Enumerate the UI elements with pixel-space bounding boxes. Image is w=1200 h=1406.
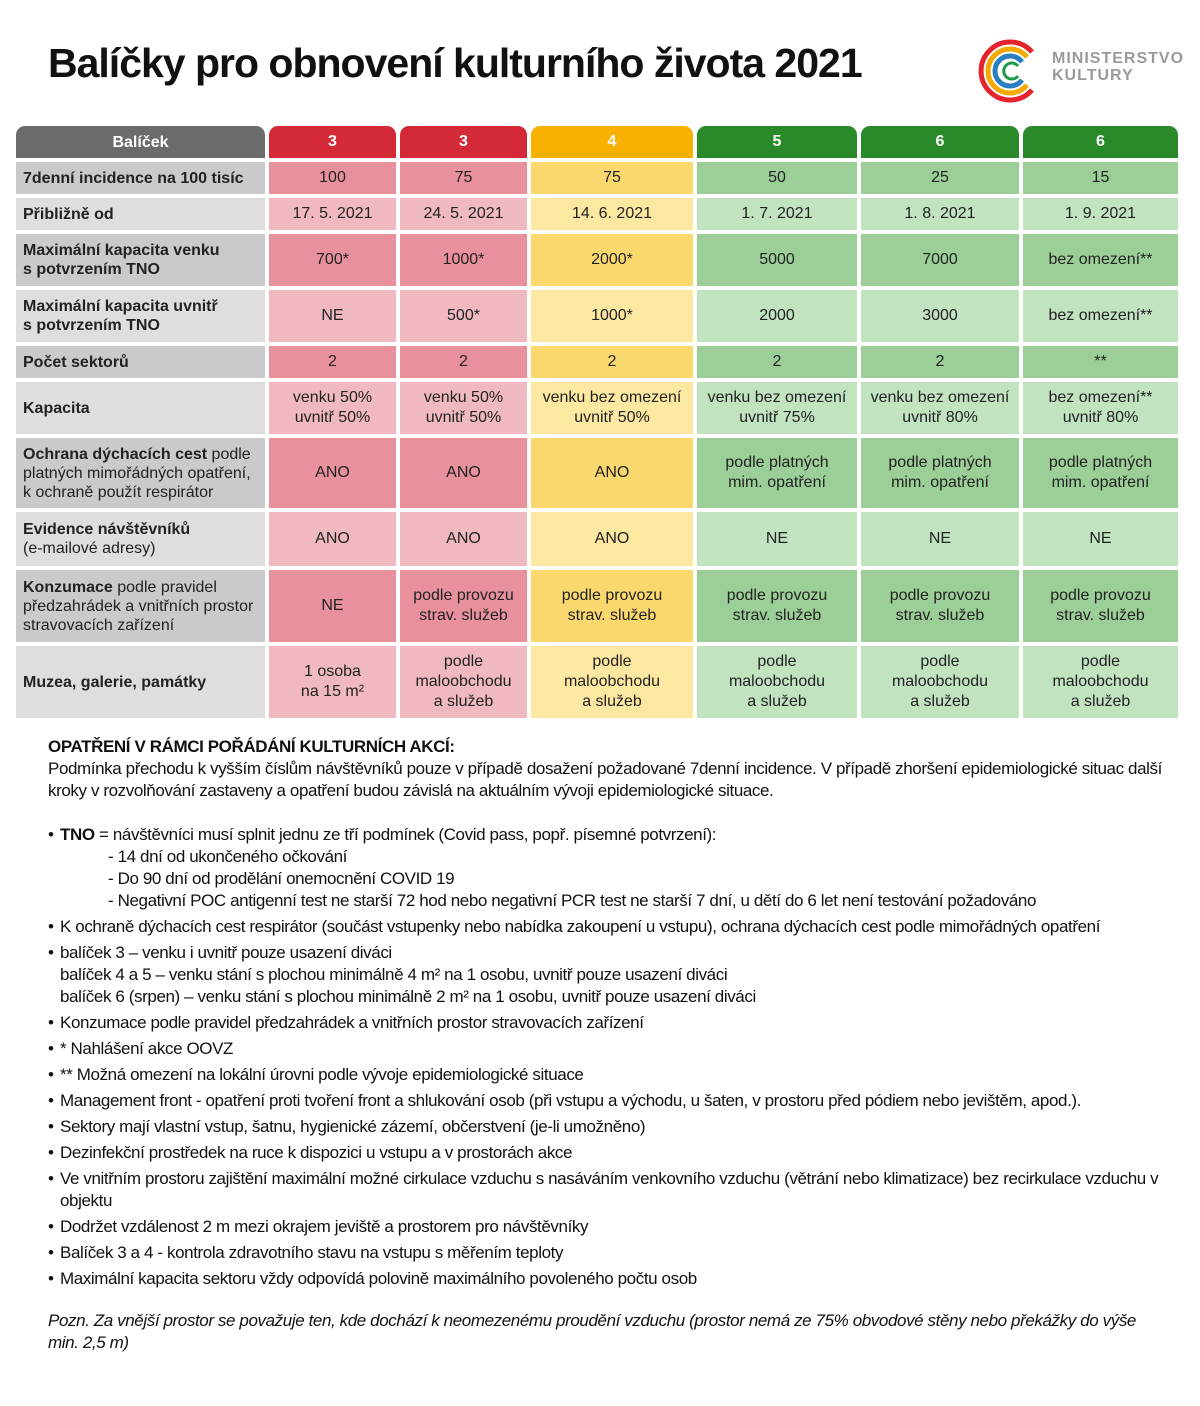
table-cell: 2000 (697, 290, 857, 342)
table-row (16, 570, 1182, 646)
row-label-bold: Ochrana dýchacích cest (23, 445, 208, 463)
table-cell: 2 (269, 346, 396, 378)
table-cell: ANO (269, 438, 396, 508)
packages-table (16, 126, 1182, 722)
header-package-4: 5 (697, 126, 857, 158)
table-cell: bez omezení** uvnitř 80% (1023, 382, 1178, 434)
table-cell: venku bez omezení uvnitř 50% (531, 382, 693, 434)
table-cell: podle provozu strav. služeb (697, 570, 857, 642)
table-row (16, 162, 1182, 198)
row-label (16, 646, 265, 718)
row-label-bold: Maximální kapacita uvnitř s potvrzením TNO (23, 298, 218, 334)
table-cell: NE (269, 290, 396, 342)
table-header-row (16, 126, 1182, 162)
table-row (16, 290, 1182, 346)
table-cell: 1000* (400, 234, 527, 286)
note-bullet: • Ve vnitřním prostoru zajištění maximální možné cirkulace vzduchu s nasáváním venkovního vzduchu (větrání nebo klimatizace) bez recirkulace vzduchu v objektu (48, 1168, 1168, 1212)
row-label-sub: podle pravidel předzahrádek a vnitřních prostor stravovacích zařízení (23, 578, 254, 634)
row-label-bold: Muzea, galerie, památky (23, 673, 207, 691)
tno-text: = návštěvníci musí splnit jednu ze tří podmínek (Covid pass, popř. písemné potvrzení): (94, 825, 717, 844)
table-cell: ** (1023, 346, 1178, 378)
table-cell: podle platných mim. opatření (1023, 438, 1178, 508)
row-label (16, 162, 265, 194)
logo-line-1: MINISTERSTVO (1052, 50, 1185, 67)
row-label-bold: Počet sektorů (23, 353, 129, 371)
notes-list (48, 824, 1168, 1290)
row-label-bold: 7denní incidence na 100 tisíc (23, 169, 244, 187)
note-bullet: • K ochraně dýchacích cest respirátor (součást vstupenky nebo nabídka zakoupení u vstupu), ochrana dýchacích cest podle mimořádných opatření (48, 916, 1168, 938)
table-cell: ANO (400, 438, 527, 508)
table-cell: 1 osoba na 15 m² (269, 646, 396, 718)
row-label (16, 570, 265, 642)
table-cell: venku bez omezení uvnitř 75% (697, 382, 857, 434)
note-tno (48, 824, 1168, 912)
table-cell: 500* (400, 290, 527, 342)
table-cell: venku 50% uvnitř 50% (269, 382, 396, 434)
table-cell: 1. 7. 2021 (697, 198, 857, 230)
notes-heading: OPATŘENÍ V RÁMCI POŘÁDÁNÍ KULTURNÍCH AKCÍ: (48, 737, 455, 756)
table-cell: podle provozu strav. služeb (400, 570, 527, 642)
row-label (16, 438, 265, 508)
table-cell: 24. 5. 2021 (400, 198, 527, 230)
tno-sub-2: - Do 90 dní od prodělání onemocnění COVID 19 (108, 869, 455, 888)
page-title: Balíčky pro obnovení kulturního života 2021 (48, 40, 862, 86)
table-cell: 700* (269, 234, 396, 286)
note-bullet: • ** Možná omezení na lokální úrovni podle vývoje epidemiologické situace (48, 1064, 1168, 1086)
logo-c-icon (976, 38, 1042, 104)
table-row (16, 198, 1182, 234)
note-bullet: • Konzumace podle pravidel předzahrádek a vnitřních prostor stravovacích zařízení (48, 1012, 1168, 1034)
table-cell: 7000 (861, 234, 1019, 286)
table-cell: podle provozu strav. služeb (531, 570, 693, 642)
note-bullet: • Dezinfekční prostředek na ruce k dispozici u vstupu a v prostorách akce (48, 1142, 1168, 1164)
row-label-bold: Konzumace (23, 578, 113, 596)
table-cell: ANO (269, 512, 396, 566)
row-label (16, 346, 265, 378)
header-package-6: 6 (1023, 126, 1178, 158)
note-bullet: • Sektory mají vlastní vstup, šatnu, hygienické zázemí, občerstvení (je-li umožněno) (48, 1116, 1168, 1138)
table-cell: 3000 (861, 290, 1019, 342)
tno-sub-3: - Negativní POC antigenní test ne starší 72 hod nebo negativní PCR test ne starší 7 dní, u dětí do 6 let není testování požadováno (108, 891, 1036, 910)
row-label-bold: Kapacita (23, 399, 90, 417)
note-bullet: • balíček 3 – venku i uvnitř pouze usazení diváci balíček 4 a 5 – venku stání s plochou minimálně 4 m² na 1 osobu, uvnitř pouze usazení diváci balíček 6 (srpen) – venku stání s plochou minimálně 2 m² na 1 osobu, uvnitř pouze usazení diváci (48, 942, 1168, 1008)
note-bullet: • * Nahlášení akce OOVZ (48, 1038, 1168, 1060)
table-cell: 2000* (531, 234, 693, 286)
table-cell: 1. 8. 2021 (861, 198, 1019, 230)
row-label (16, 198, 265, 230)
table-cell: 15 (1023, 162, 1178, 194)
header-package-1: 3 (269, 126, 396, 158)
note-bullet: • Balíček 3 a 4 - kontrola zdravotního stavu na vstupu s měřením teploty (48, 1242, 1168, 1264)
table-cell: NE (269, 570, 396, 642)
table-cell: 5000 (697, 234, 857, 286)
table-cell: bez omezení** (1023, 234, 1178, 286)
table-cell: 2 (531, 346, 693, 378)
measures-notes (48, 736, 1168, 1294)
table-row (16, 234, 1182, 290)
logo-line-2: KULTURY (1052, 67, 1134, 84)
row-label-bold: Evidence návštěvníků (23, 521, 191, 538)
table-cell: 2 (400, 346, 527, 378)
table-cell: ANO (531, 438, 693, 508)
row-label-bold: Maximální kapacita venku s potvrzením TNO (23, 242, 220, 278)
table-row (16, 438, 1182, 512)
note-bullet: • Dodržet vzdálenost 2 m mezi okrajem jeviště a prostorem pro návštěvníky (48, 1216, 1168, 1238)
header-label: Balíček (16, 126, 265, 158)
table-cell: bez omezení** (1023, 290, 1178, 342)
table-cell: 14. 6. 2021 (531, 198, 693, 230)
table-row (16, 512, 1182, 570)
row-label-sub: podle platných mimořádných opatření, k ochraně použít respirátor (23, 445, 251, 501)
table-cell: podle maloobchodu a služeb (400, 646, 527, 718)
table-cell: 1000* (531, 290, 693, 342)
table-cell: 2 (697, 346, 857, 378)
table-cell: podle platných mim. opatření (697, 438, 857, 508)
table-row (16, 646, 1182, 722)
table-cell: 25 (861, 162, 1019, 194)
table-row (16, 346, 1182, 382)
table-row (16, 382, 1182, 438)
table-cell: 50 (697, 162, 857, 194)
table-cell: podle maloobchodu a služeb (1023, 646, 1178, 718)
logo-text (1052, 50, 1184, 84)
tno-label: TNO (60, 825, 95, 844)
row-label (16, 234, 265, 286)
table-cell: venku bez omezení uvnitř 80% (861, 382, 1019, 434)
table-cell: 75 (400, 162, 527, 194)
table-cell: podle maloobchodu a služeb (697, 646, 857, 718)
table-cell: ANO (531, 512, 693, 566)
row-label (16, 382, 265, 434)
table-cell: podle maloobchodu a služeb (531, 646, 693, 718)
note-bullet: • Management front - opatření proti tvoření front a shlukování osob (při vstupu a východu, u šaten, v prostoru před pódiem nebo jevištěm, apod.). (48, 1090, 1168, 1112)
row-label (16, 512, 265, 566)
table-cell: ANO (400, 512, 527, 566)
row-label-sub: (e-mailové adresy) (23, 540, 156, 557)
note-bullet: • Maximální kapacita sektoru vždy odpovídá polovině maximálního povoleného počtu osob (48, 1268, 1168, 1290)
table-cell: 75 (531, 162, 693, 194)
footnote: Pozn. Za vnější prostor se považuje ten, kde dochází k neomezenému proudění vzduchu (prostor nemá ze 75% obvodové stěny nebo překážky do výše min. 2,5 m) (48, 1311, 1136, 1352)
table-cell: NE (1023, 512, 1178, 566)
table-cell: podle provozu strav. služeb (861, 570, 1019, 642)
header-package-5: 6 (861, 126, 1019, 158)
table-cell: podle maloobchodu a služeb (861, 646, 1019, 718)
table-cell: podle platných mim. opatření (861, 438, 1019, 508)
table-cell: 1. 9. 2021 (1023, 198, 1178, 230)
table-cell: 17. 5. 2021 (269, 198, 396, 230)
header-package-3: 4 (531, 126, 693, 158)
row-label (16, 290, 265, 342)
table-cell: NE (861, 512, 1019, 566)
ministry-logo (976, 38, 1186, 104)
tno-sub-1: - 14 dní od ukončeného očkování (108, 847, 348, 866)
table-cell: 2 (861, 346, 1019, 378)
table-cell: venku 50% uvnitř 50% (400, 382, 527, 434)
row-label-bold: Přibližně od (23, 205, 114, 223)
table-cell: NE (697, 512, 857, 566)
notes-intro: Podmínka přechodu k vyšším číslům návštěvníků pouze v případě dosažení požadované 7denní incidence. V případě zhoršení epidemiologické situac další kroky v rozvolňování zastaveny a opatření budou závislá na aktuálním vývoji epidemiologické situace. (48, 759, 1162, 800)
table-cell: 100 (269, 162, 396, 194)
header-package-2: 3 (400, 126, 527, 158)
table-cell: podle provozu strav. služeb (1023, 570, 1178, 642)
